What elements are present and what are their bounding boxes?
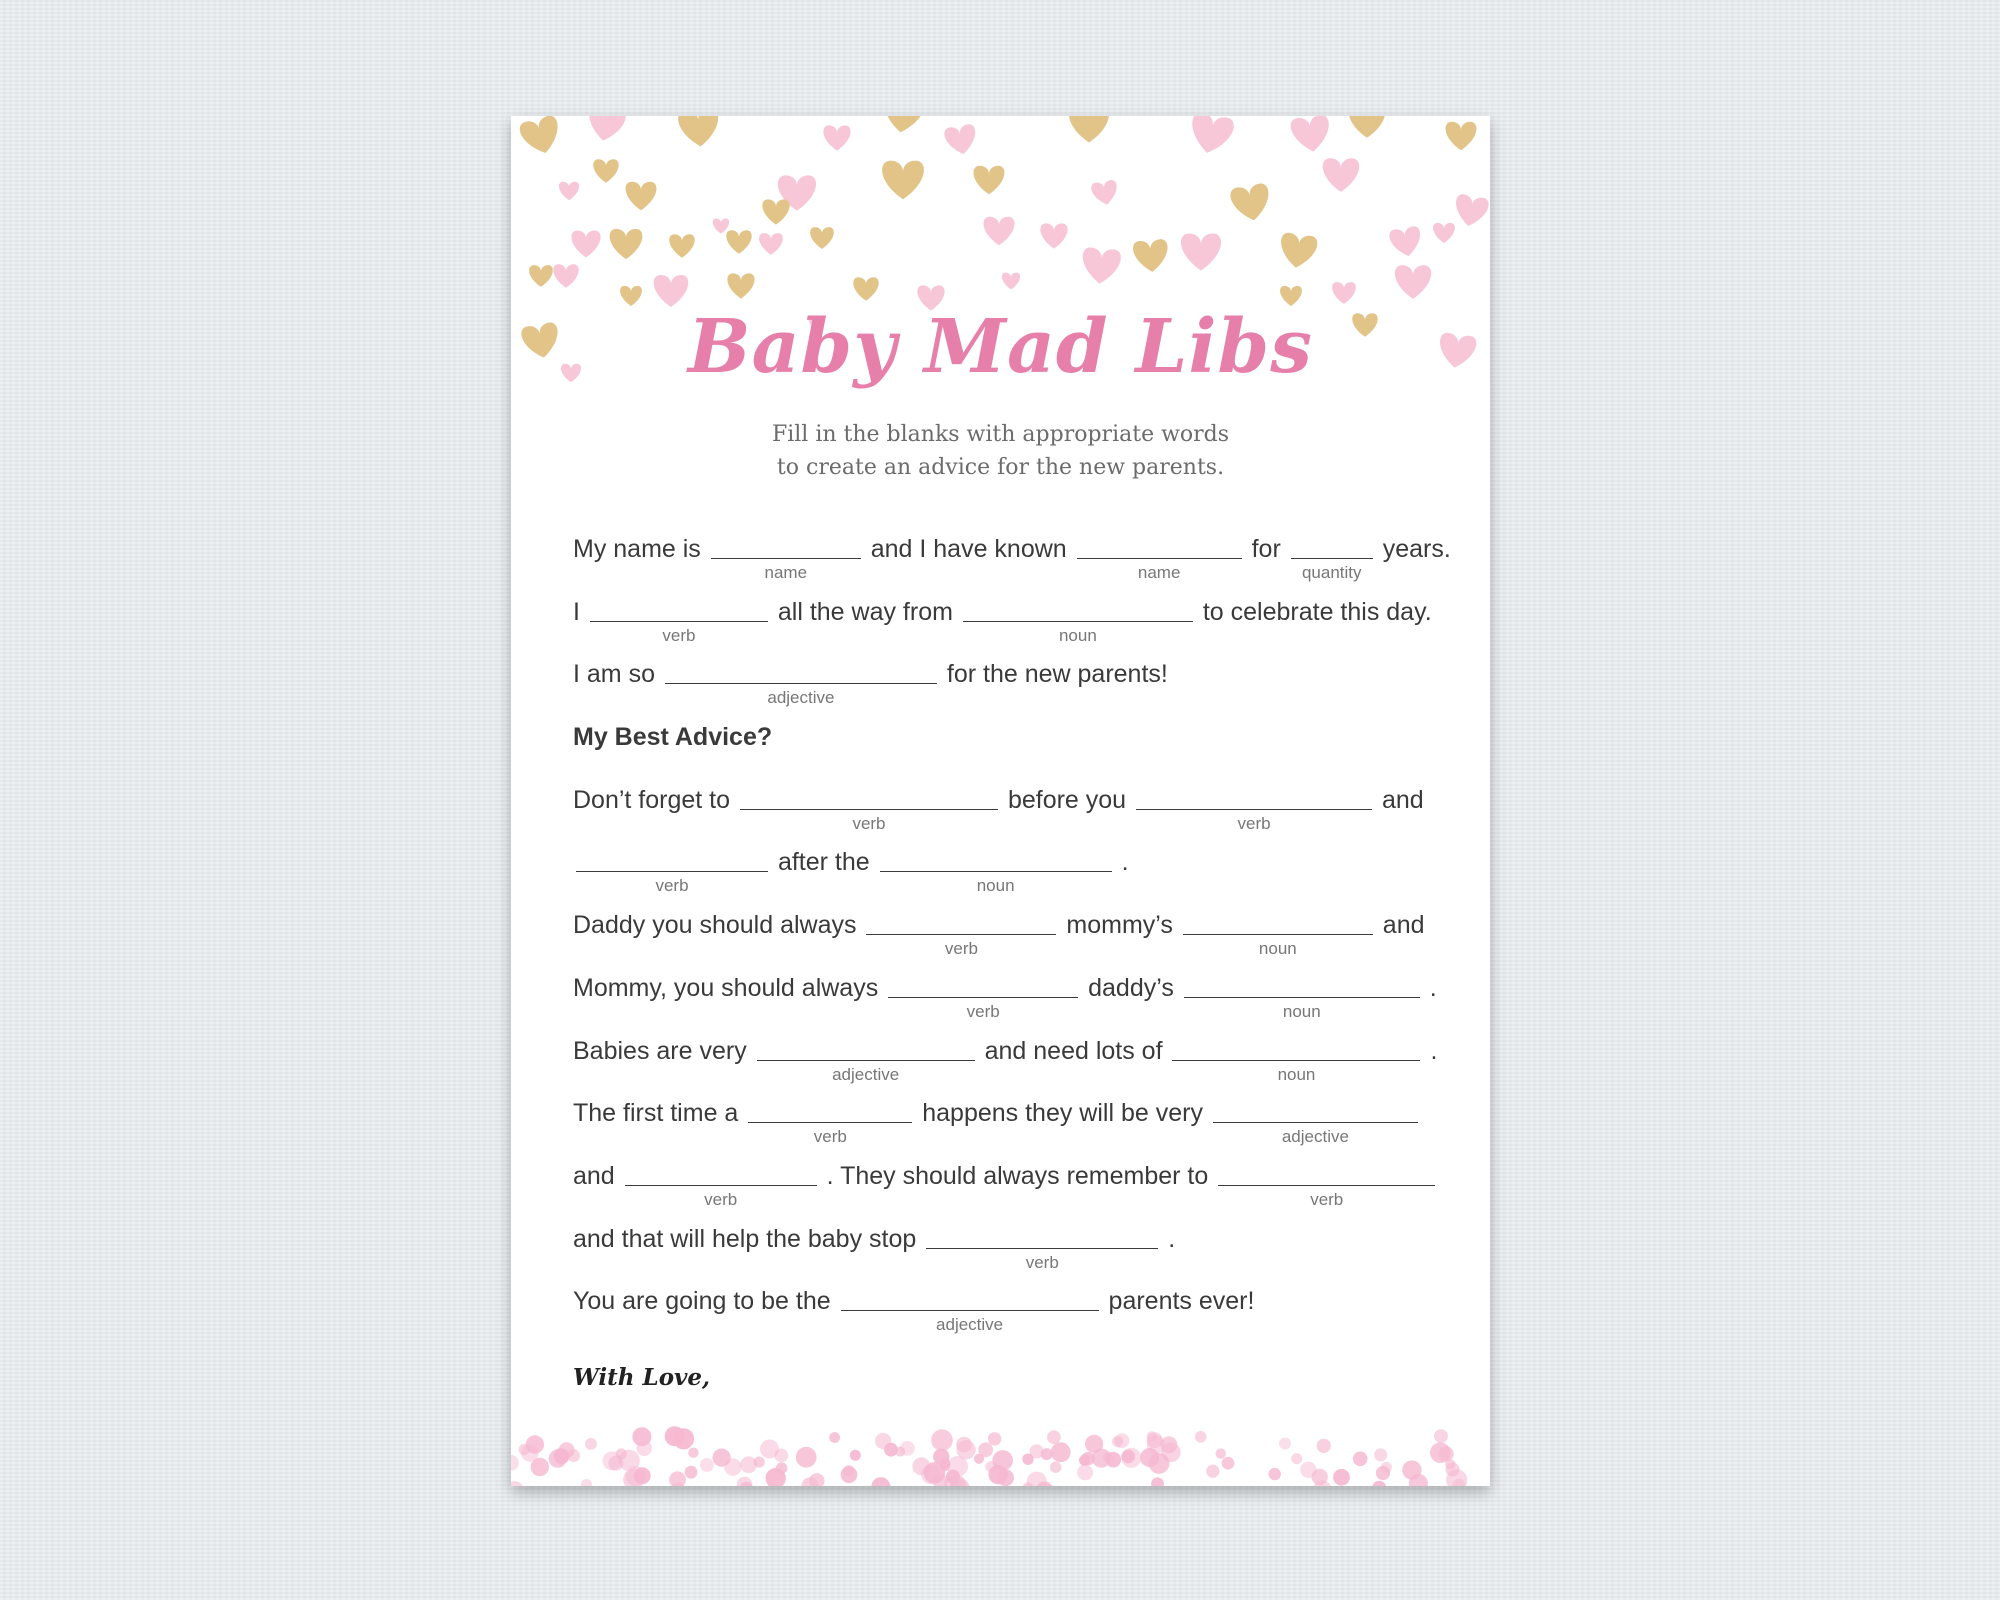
confetti-dot-icon — [1300, 1462, 1316, 1478]
blank-noun[interactable] — [1172, 1036, 1420, 1084]
confetti-dot-icon — [1206, 1465, 1219, 1478]
gold-heart-icon — [974, 166, 1005, 195]
mad-libs-line — [573, 973, 1437, 1036]
pink-heart-icon — [1395, 265, 1431, 299]
gold-heart-icon — [727, 273, 754, 298]
blank-hint: noun — [976, 876, 1015, 896]
static-text: Don’t forget to — [573, 785, 731, 814]
static-text: and that will help the baby stop — [573, 1224, 917, 1253]
confetti-dot-icon — [1151, 1477, 1164, 1486]
blank-verb[interactable] — [1136, 785, 1372, 833]
confetti-dot-icon — [511, 1481, 523, 1486]
blank-hint: adjective — [936, 1315, 1004, 1335]
static-text: and need lots of — [984, 1036, 1163, 1065]
static-text: . — [1121, 848, 1129, 877]
confetti-dot-icon — [519, 1444, 530, 1455]
blank-hint: adjective — [832, 1064, 900, 1084]
confetti-dot-icon — [585, 1438, 597, 1450]
blank-verb[interactable] — [888, 973, 1078, 1021]
confetti-dot-icon — [1269, 1468, 1281, 1480]
pink-heart-icon — [571, 231, 600, 258]
blank-adjective[interactable] — [757, 1036, 975, 1084]
blank-adjective[interactable] — [841, 1286, 1099, 1335]
gold-heart-icon — [726, 230, 751, 254]
confetti-dot-icon — [581, 1479, 592, 1486]
gold-heart-icon — [882, 161, 924, 200]
confetti-dot-icon — [1030, 1444, 1044, 1458]
confetti-dot-icon — [1085, 1435, 1103, 1453]
instructions-line-1: Fill in the blanks with appropriate words — [771, 422, 1230, 447]
blank-hint: verb — [813, 1127, 847, 1147]
blank-hint: noun — [1258, 939, 1297, 959]
blank-noun[interactable] — [1183, 910, 1373, 959]
gold-heart-icon — [1349, 116, 1385, 138]
confetti-dot-icon — [669, 1471, 686, 1486]
confetti-dot-icon — [841, 1466, 858, 1483]
mad-libs-line — [573, 659, 1433, 722]
blank-hint: verb — [704, 1189, 738, 1209]
static-text: The first time a — [573, 1099, 739, 1128]
confetti-dot-icon — [559, 1442, 575, 1458]
confetti-dot-icon — [829, 1432, 840, 1443]
mad-libs-line — [573, 1098, 1433, 1161]
confetti-dot-icon — [1372, 1481, 1387, 1486]
pink-heart-icon — [1187, 116, 1236, 157]
blank-verb[interactable] — [926, 1224, 1158, 1272]
static-text: . — [1168, 1224, 1176, 1253]
confetti-dot-icon — [774, 1449, 788, 1463]
confetti-dot-icon — [1353, 1452, 1368, 1467]
static-text: before you — [1007, 785, 1127, 814]
static-text: years. — [1382, 535, 1451, 563]
mad-libs-line — [573, 1036, 1438, 1099]
confetti-dot-icon — [1376, 1466, 1390, 1480]
mad-libs-line — [573, 534, 1451, 597]
confetti-dot-icon — [956, 1440, 975, 1459]
confetti-dot-icon — [997, 1469, 1014, 1486]
confetti-dot-icon — [1051, 1442, 1071, 1462]
mad-libs-line — [573, 910, 1433, 973]
confetti-dot-icon — [921, 1465, 940, 1484]
blank-verb[interactable] — [590, 597, 768, 645]
static-text: and — [1382, 911, 1425, 940]
confetti-dot-icon — [1216, 1448, 1226, 1458]
gold-heart-icon — [1069, 116, 1109, 142]
static-text: . — [1430, 1036, 1438, 1065]
static-text: for — [1251, 535, 1281, 563]
confetti-dot-icon — [809, 1473, 825, 1486]
confetti-dot-icon — [992, 1450, 1013, 1471]
blank-hint: noun — [1277, 1064, 1316, 1084]
pink-heart-icon — [1290, 116, 1333, 154]
gold-heart-icon — [810, 227, 834, 249]
static-text: and — [573, 1161, 615, 1190]
confetti-dot-icon — [700, 1458, 714, 1472]
confetti-dot-icon — [1147, 1431, 1157, 1441]
static-text: and I have known — [870, 535, 1067, 563]
confetti-dot-icon — [1434, 1429, 1448, 1443]
blank-quantity[interactable] — [1291, 534, 1373, 582]
mad-libs-line — [573, 1224, 1433, 1287]
confetti-dot-icon — [754, 1457, 765, 1468]
pink-heart-icon — [1433, 223, 1455, 243]
mad-libs-line — [573, 847, 1433, 910]
gold-heart-icon — [853, 277, 878, 301]
mad-libs-form — [573, 534, 1451, 1349]
confetti-dot-icon — [978, 1442, 993, 1457]
confetti-dot-icon — [940, 1461, 950, 1471]
pink-heart-icon — [1080, 247, 1121, 285]
mad-libs-card — [511, 116, 1490, 1486]
blank-verb[interactable] — [1218, 1161, 1435, 1209]
blank-hint: verb — [1310, 1189, 1344, 1209]
confetti-dot-icon — [688, 1448, 698, 1458]
confetti-dot-icon — [850, 1450, 861, 1461]
blank-hint: verb — [966, 1001, 1000, 1021]
blank-hint: verb — [852, 813, 886, 833]
pink-heart-icon — [713, 218, 729, 233]
confetti-dot-icon — [1195, 1431, 1207, 1443]
blank-noun[interactable] — [963, 597, 1193, 645]
static-text: parents ever! — [1108, 1287, 1255, 1316]
confetti-dot-icon — [1079, 1455, 1090, 1466]
static-text: Daddy you should always — [573, 911, 857, 940]
pink-heart-icon — [943, 123, 978, 156]
confetti-dot-icon — [776, 1462, 788, 1474]
blank-verb[interactable] — [748, 1098, 912, 1147]
static-text: I — [573, 597, 580, 626]
gold-heart-icon — [762, 199, 789, 224]
gold-heart-icon — [677, 116, 720, 148]
confetti-dot-icon — [796, 1447, 817, 1468]
pink-heart-icon — [559, 182, 579, 200]
confetti-dot-icon — [1050, 1462, 1061, 1473]
confetti-dot-icon — [1402, 1460, 1421, 1479]
blank-hint: adjective — [767, 688, 835, 708]
gold-heart-icon — [518, 116, 564, 158]
blank-hint: verb — [944, 939, 978, 959]
confetti-dot-icon — [871, 1477, 890, 1486]
blank-verb[interactable] — [576, 847, 768, 896]
gold-heart-icon — [593, 159, 618, 183]
static-text: all the way from — [777, 597, 953, 626]
static-text: and — [1381, 785, 1424, 814]
blank-verb[interactable] — [866, 910, 1056, 959]
confetti-dot-icon — [1291, 1453, 1302, 1464]
instructions-line-2: to create an advice for the new parents. — [776, 455, 1225, 480]
blank-noun[interactable] — [1184, 973, 1420, 1021]
pink-heart-icon — [1090, 179, 1119, 207]
confetti-decoration — [511, 1406, 1490, 1486]
static-text: daddy’s — [1088, 973, 1174, 1002]
confetti-dot-icon — [1374, 1448, 1387, 1461]
blank-adjective[interactable] — [665, 659, 937, 708]
pink-heart-icon — [1452, 193, 1489, 228]
confetti-dot-icon — [665, 1426, 685, 1446]
best-advice-heading: My Best Advice? — [573, 723, 773, 752]
confetti-dot-icon — [988, 1432, 1001, 1445]
confetti-dot-icon — [685, 1466, 698, 1479]
pink-heart-icon — [1040, 223, 1067, 248]
pink-heart-icon — [1332, 282, 1356, 304]
pink-heart-icon — [759, 233, 783, 255]
confetti-dot-icon — [884, 1443, 898, 1457]
confetti-dot-icon — [1047, 1430, 1061, 1444]
gold-heart-icon — [881, 116, 926, 135]
confetti-dot-icon — [1317, 1439, 1331, 1453]
blank-verb[interactable] — [625, 1161, 817, 1209]
gold-heart-icon — [626, 182, 657, 211]
confetti-dot-icon — [511, 1455, 519, 1471]
blank-verb[interactable] — [740, 785, 998, 833]
static-text: My name is — [573, 535, 701, 563]
pink-heart-icon — [1181, 234, 1221, 271]
gold-heart-icon — [1446, 122, 1477, 151]
confetti-dot-icon — [1112, 1436, 1123, 1447]
static-text: happens they will be very — [922, 1099, 1203, 1128]
static-text: You are going to be the — [573, 1287, 831, 1316]
confetti-dot-icon — [632, 1427, 651, 1446]
confetti-dot-icon — [531, 1458, 549, 1476]
confetti-dot-icon — [931, 1429, 953, 1451]
pink-heart-icon — [1323, 158, 1359, 192]
blank-name[interactable] — [1077, 534, 1242, 582]
blank-noun[interactable] — [880, 847, 1112, 896]
pink-heart-icon — [1388, 225, 1423, 258]
confetti-dot-icon — [1121, 1448, 1141, 1468]
blank-name[interactable] — [711, 534, 861, 582]
blank-hint: name — [1137, 563, 1181, 582]
blank-hint: verb — [662, 625, 696, 645]
gold-heart-icon — [1132, 239, 1169, 274]
page-title: Baby Mad Libs — [688, 304, 1313, 390]
blank-hint: adjective — [1281, 1127, 1349, 1147]
static-text: after the — [777, 848, 870, 877]
static-text: I am so — [573, 660, 655, 689]
gold-heart-icon — [1278, 232, 1319, 270]
gold-heart-icon — [610, 229, 643, 259]
pink-heart-icon — [823, 125, 850, 150]
static-text: for the new parents! — [946, 660, 1168, 689]
confetti-dot-icon — [724, 1458, 741, 1475]
confetti-dot-icon — [1430, 1442, 1451, 1463]
mad-libs-line — [573, 597, 1433, 660]
pink-heart-icon — [654, 275, 689, 307]
static-text: to celebrate this day. — [1202, 597, 1432, 626]
mad-libs-line — [573, 785, 1433, 848]
blank-hint: verb — [1025, 1252, 1059, 1272]
blank-hint: noun — [1058, 625, 1097, 645]
pink-heart-icon — [585, 116, 627, 144]
gold-heart-icon — [529, 265, 553, 287]
blank-hint: verb — [1237, 813, 1271, 833]
signature-text: With Love, — [573, 1364, 711, 1391]
confetti-dot-icon — [634, 1467, 651, 1484]
section-heading-row — [573, 722, 1433, 785]
confetti-dot-icon — [1077, 1465, 1093, 1481]
static-text: . They should always remember to — [826, 1161, 1209, 1190]
mad-libs-line — [573, 1286, 1433, 1349]
blank-hint: name — [764, 563, 808, 582]
pink-heart-icon — [553, 264, 578, 288]
static-text: Babies are very — [573, 1036, 747, 1065]
confetti-dot-icon — [1161, 1443, 1181, 1463]
gold-heart-icon — [1229, 182, 1273, 223]
blank-hint: noun — [1282, 1001, 1321, 1021]
pink-heart-icon — [984, 217, 1015, 246]
static-text: Mommy, you should always — [573, 973, 879, 1002]
mad-libs-line — [573, 1161, 1433, 1224]
confetti-dot-icon — [603, 1451, 622, 1470]
pink-heart-icon — [1002, 273, 1020, 290]
confetti-dot-icon — [1333, 1469, 1350, 1486]
blank-hint: verb — [655, 876, 689, 896]
static-text: . — [1429, 973, 1437, 1002]
confetti-dot-icon — [1222, 1457, 1235, 1470]
confetti-dot-icon — [1106, 1452, 1122, 1468]
blank-hint: quantity — [1301, 563, 1362, 582]
static-text: mommy’s — [1066, 911, 1173, 940]
blank-adjective[interactable] — [1213, 1098, 1418, 1147]
gold-heart-icon — [669, 234, 694, 258]
confetti-dot-icon — [1279, 1438, 1291, 1450]
